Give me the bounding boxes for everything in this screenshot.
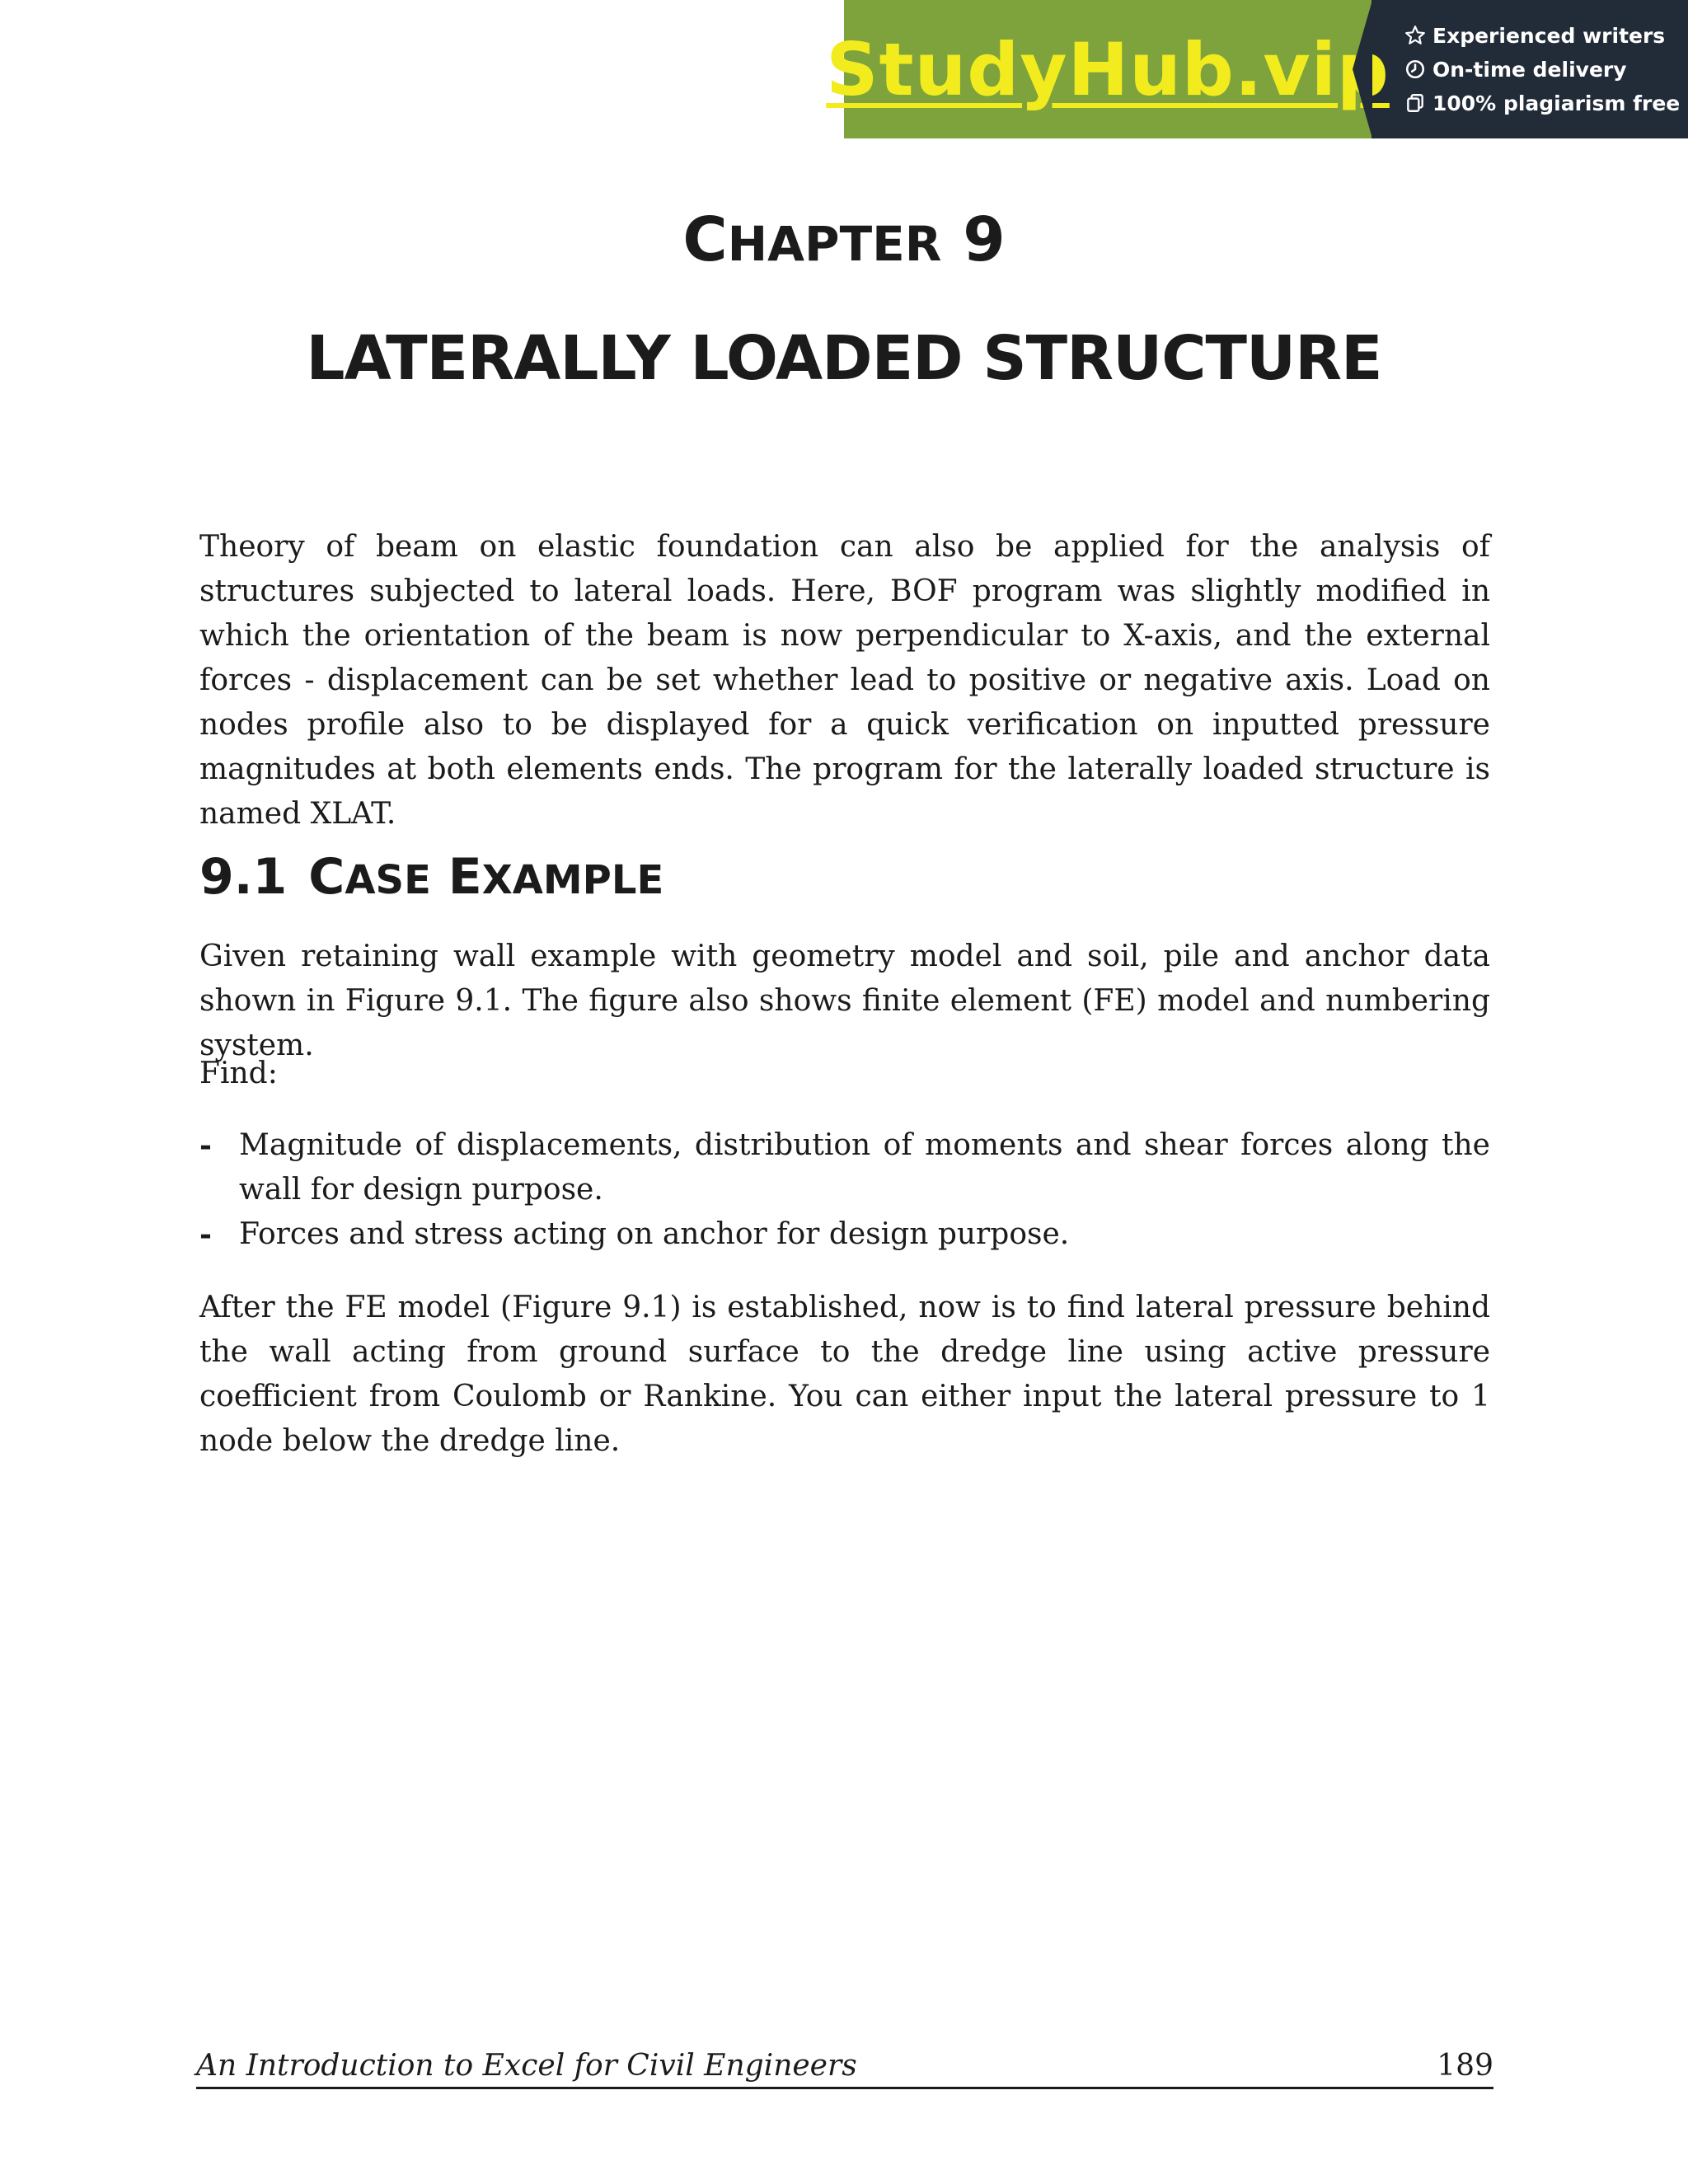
section-word1-initial: C [308, 848, 345, 906]
section-word2-initial: E [448, 848, 482, 906]
banner-logo-panel [826, 0, 1390, 138]
list-item [199, 1123, 1490, 1212]
feature-experienced-writers [1404, 19, 1688, 53]
studyhub-logo: StudyHub.vip [826, 26, 1390, 112]
chapter-title: LATERALLY LOADED STRUCTURE [306, 323, 1382, 394]
section-word1-rest: ASE [345, 857, 431, 903]
clock-icon [1404, 59, 1426, 80]
feature-label: Experienced writers [1432, 23, 1666, 48]
feature-label: On-time delivery [1432, 57, 1627, 82]
intro-paragraph: Theory of beam on elastic foundation can also be applied for the analysis of structures subjected to lateral loads. Here, BOF program was slightly modified in which the orientation of the beam is now perpendicular to X-axis, and the external forces - displacement can be set whether lead to positive or negative axis. Load on nodes profile also to be displayed for a quick verification on inputted pressure magnitudes at both elements ends. The program for the laterally loaded structure is named XLAT. [199, 530, 1490, 831]
star-icon [1404, 25, 1426, 46]
section-word2-rest: XAMPLE [481, 857, 664, 903]
chapter-number: 9 [963, 204, 1006, 275]
list-item-text: Magnitude of displacements, distribution of moments and shear forces along the wall for design purpose. [239, 1128, 1490, 1207]
section-number: 9.1 [199, 848, 288, 906]
feature-plagiarism-free [1404, 87, 1688, 120]
chapter-label-initial: C [682, 204, 728, 275]
banner-notch [1353, 0, 1372, 138]
section-heading [199, 847, 663, 910]
copy-icon [1404, 92, 1426, 114]
banner-features [1372, 0, 1688, 138]
chapter-label-rest: HAPTER [727, 216, 942, 272]
bullet-marker: - [199, 1217, 212, 1252]
chapter-label [0, 204, 1688, 279]
find-label: Find: [199, 1057, 278, 1090]
closing-paragraph: After the FE model (Figure 9.1) is established, now is to find lateral pressure behind the wall acting from ground surface to the dredge line using active pressure coefficient from Coulomb or Rankine. You can either input the lateral pressure to 1 node below the dredge line. [199, 1291, 1490, 1458]
find-list [199, 1123, 1490, 1257]
section-paragraph: Given retaining wall example with geometry model and soil, pile and anchor data shown in Figure 9.1. The figure also shows finite element (FE) model and numbering system. [199, 940, 1490, 1062]
footer-book-title: An Introduction to Excel for Civil Engineers [196, 2049, 857, 2083]
bullet-marker: - [199, 1128, 212, 1163]
list-item [199, 1212, 1490, 1257]
page-footer [196, 2042, 1493, 2089]
studyhub-banner[interactable] [826, 0, 1688, 138]
list-item-text: Forces and stress acting on anchor for design purpose. [239, 1217, 1070, 1251]
footer-page-number: 189 [1437, 2049, 1493, 2083]
feature-label: 100% plagiarism free [1432, 91, 1681, 115]
feature-on-time-delivery [1404, 53, 1688, 87]
